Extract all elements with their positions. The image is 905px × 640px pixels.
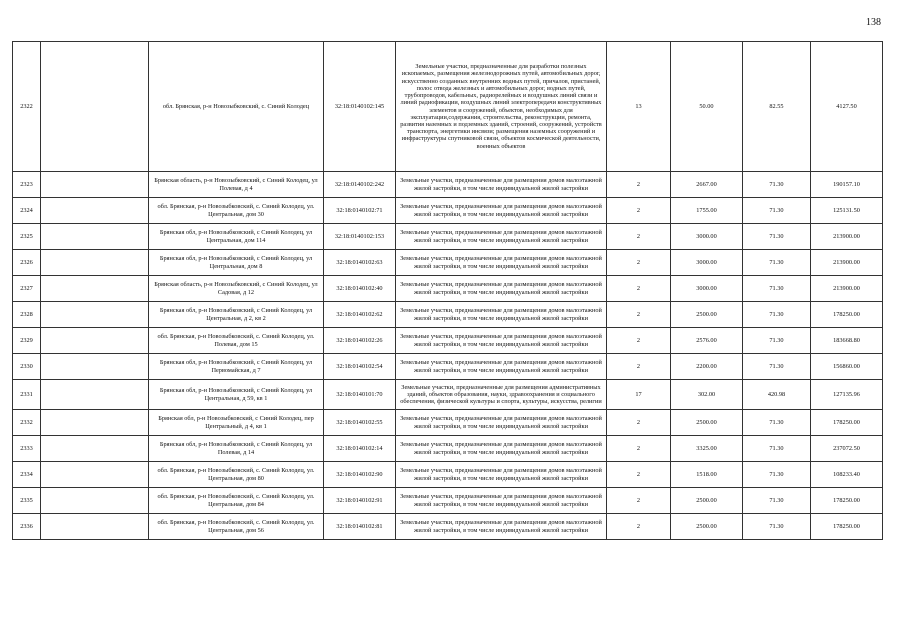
rate-cell: 71.30 (743, 488, 811, 514)
cadastral-number-cell: 32:18:0140101:70 (324, 380, 396, 410)
address-cell: обл. Брянская, р-н Новозыбковский, с. Синий Колодец, ул. Полевая, дом 15 (149, 328, 324, 354)
rate-cell: 420.98 (743, 380, 811, 410)
group-cell: 2 (607, 302, 671, 328)
row-number-cell: 2330 (13, 354, 41, 380)
cadastral-number-cell: 32:18:0140102:55 (324, 410, 396, 436)
land-use-purpose-cell: Земельные участки, предназначенные для разработки полезных ископаемых, размещения железнодорожных путей, автомобильных дорог, искусственно созданных внутренних водных путей, причалов, пристаней, полос отвода железных и автомобильных дорог, водных путей, трубопроводов, кабельных, радиорелейных и воздушных линий связи и линий радиофикации, воздушных линий электропередачи конструктивных элементов и сооружений, объектов, необходимых для эксплуатации,содержания, строительства, реконструкции, ремонта, развития наземных и подземных зданий, строений, сооружений, устройств транспорта, энергетики инсвязи; размещения наземных сооружений и инфраструктуры спутниковой связи, объектов космической деятельности, военных объектов (396, 42, 607, 172)
address-cell: Брянская область, р-н Новозыбковский, с Синий Колодец, ул Садовая, д 12 (149, 276, 324, 302)
row-number-cell: 2332 (13, 410, 41, 436)
row-number-cell: 2325 (13, 224, 41, 250)
table-row (13, 462, 883, 488)
cadastral-number-cell: 32:18:0140102:40 (324, 276, 396, 302)
land-use-purpose-cell: Земельные участки, предназначенные для размещения домов малоэтажной жилой застройки, в том числе индивидуальной жилой застройки (396, 328, 607, 354)
cadastral-number-cell: 32:18:0140102:14 (324, 436, 396, 462)
row-number-cell: 2327 (13, 276, 41, 302)
cadastral-value-cell: 127135.96 (811, 380, 883, 410)
row-number-cell: 2323 (13, 172, 41, 198)
cadastral-value-cell: 178250.00 (811, 302, 883, 328)
cadastral-number-cell: 32:18:0140102:26 (324, 328, 396, 354)
land-use-purpose-cell: Земельные участки, предназначенные для размещения домов малоэтажной жилой застройки, в том числе индивидуальной жилой застройки (396, 224, 607, 250)
cadastral-value-cell: 4127.50 (811, 42, 883, 172)
land-use-purpose-cell: Земельные участки, предназначенные для размещения домов малоэтажной жилой застройки, в том числе индивидуальной жилой застройки (396, 462, 607, 488)
cadastral-value-cell: 108233.40 (811, 462, 883, 488)
cadastral-value-cell: 156860.00 (811, 354, 883, 380)
rate-cell: 71.30 (743, 250, 811, 276)
address-cell: обл. Брянская, р-н Новозыбковский, с. Синий Колодец, ул. Центральная, дом 30 (149, 198, 324, 224)
cadastral-number-cell: 32:18:0140102:145 (324, 42, 396, 172)
rate-cell: 71.30 (743, 328, 811, 354)
spacer-cell (41, 354, 149, 380)
group-cell: 2 (607, 436, 671, 462)
group-cell: 17 (607, 380, 671, 410)
land-use-purpose-cell: Земельные участки, предназначенные для размещения домов малоэтажной жилой застройки, в том числе индивидуальной жилой застройки (396, 514, 607, 540)
area-cell: 1518.00 (671, 462, 743, 488)
spacer-cell (41, 328, 149, 354)
area-cell: 302.00 (671, 380, 743, 410)
area-cell: 3325.00 (671, 436, 743, 462)
table-row (13, 488, 883, 514)
cadastral-number-cell: 32:18:0140102:62 (324, 302, 396, 328)
row-number-cell: 2326 (13, 250, 41, 276)
table-row (13, 224, 883, 250)
spacer-cell (41, 224, 149, 250)
area-cell: 2200.00 (671, 354, 743, 380)
cadastral-value-cell: 178250.00 (811, 514, 883, 540)
cadastral-value-cell: 213900.00 (811, 250, 883, 276)
row-number-cell: 2335 (13, 488, 41, 514)
table-row (13, 436, 883, 462)
group-cell: 2 (607, 462, 671, 488)
land-use-purpose-cell: Земельные участки, предназначенные для размещения домов малоэтажной жилой застройки, в том числе индивидуальной жилой застройки (396, 172, 607, 198)
cadastral-value-cell: 178250.00 (811, 488, 883, 514)
area-cell: 2500.00 (671, 488, 743, 514)
cadastral-value-cell: 125131.50 (811, 198, 883, 224)
table-row (13, 302, 883, 328)
land-use-purpose-cell: Земельные участки, предназначенные для размещения домов малоэтажной жилой застройки, в том числе индивидуальной жилой застройки (396, 198, 607, 224)
cadastral-number-cell: 32:18:0140102:153 (324, 224, 396, 250)
address-cell: Брянская обл, р-н Новозыбковский, с Синий Колодец, пер Центральный, д 4, кв 1 (149, 410, 324, 436)
area-cell: 3000.00 (671, 224, 743, 250)
row-number-cell: 2333 (13, 436, 41, 462)
area-cell: 50.00 (671, 42, 743, 172)
land-plots-table (12, 41, 883, 540)
spacer-cell (41, 462, 149, 488)
rate-cell: 71.30 (743, 462, 811, 488)
table-row (13, 250, 883, 276)
address-cell: Брянская обл, р-н Новозыбковский, с Синий Колодец, ул Центральная, д 59, кв 1 (149, 380, 324, 410)
cadastral-number-cell: 32:18:0140102:71 (324, 198, 396, 224)
row-number-cell: 2328 (13, 302, 41, 328)
rate-cell: 71.30 (743, 436, 811, 462)
table-row (13, 410, 883, 436)
address-cell: Брянская обл, р-н Новозыбковский, с Синий Колодец, ул Центральная, д 2, кв 2 (149, 302, 324, 328)
area-cell: 3000.00 (671, 276, 743, 302)
land-use-purpose-cell: Земельные участки, предназначенные для размещения домов малоэтажной жилой застройки, в том числе индивидуальной жилой застройки (396, 436, 607, 462)
table-row (13, 328, 883, 354)
group-cell: 13 (607, 42, 671, 172)
area-cell: 2500.00 (671, 514, 743, 540)
cadastral-value-cell: 213900.00 (811, 276, 883, 302)
cadastral-number-cell: 32:18:0140102:81 (324, 514, 396, 540)
rate-cell: 71.30 (743, 354, 811, 380)
table-body (13, 42, 883, 540)
address-cell: Брянская обл, р-н Новозыбковский, с Синий Колодец, ул Первомайская, д 7 (149, 354, 324, 380)
rate-cell: 71.30 (743, 276, 811, 302)
rate-cell: 71.30 (743, 302, 811, 328)
spacer-cell (41, 436, 149, 462)
cadastral-number-cell: 32:18:0140102:90 (324, 462, 396, 488)
address-cell: Брянская обл, р-н Новозыбковский, с Синий Колодец, ул Центральная, дом 8 (149, 250, 324, 276)
area-cell: 2576.00 (671, 328, 743, 354)
group-cell: 2 (607, 198, 671, 224)
address-cell: Брянская обл, р-н Новозыбковский, с Синий Колодец, ул Центральная, дом 114 (149, 224, 324, 250)
area-cell: 2500.00 (671, 410, 743, 436)
area-cell: 2500.00 (671, 302, 743, 328)
cadastral-number-cell: 32:18:0140102:54 (324, 354, 396, 380)
row-number-cell: 2322 (13, 42, 41, 172)
group-cell: 2 (607, 224, 671, 250)
group-cell: 2 (607, 250, 671, 276)
spacer-cell (41, 198, 149, 224)
land-use-purpose-cell: Земельные участки, предназначенные для размещения домов малоэтажной жилой застройки, в том числе индивидуальной жилой застройки (396, 302, 607, 328)
land-use-purpose-cell: Земельные участки, предназначенные для размещения домов малоэтажной жилой застройки, в том числе индивидуальной жилой застройки (396, 276, 607, 302)
group-cell: 2 (607, 410, 671, 436)
land-use-purpose-cell: Земельные участки, предназначенные для размещения домов малоэтажной жилой застройки, в том числе индивидуальной жилой застройки (396, 410, 607, 436)
spacer-cell (41, 410, 149, 436)
land-use-purpose-cell: Земельные участки, предназначенные для размещения административных зданий, объектов образования, науки, здравоохранения и социального обеспечения, физической культуры и спорта, культуры, искусства, религии (396, 380, 607, 410)
address-cell: Брянская обл, р-н Новозыбковский, с Синий Колодец, ул Полевая, д 14 (149, 436, 324, 462)
page-number: 138 (866, 17, 881, 28)
area-cell: 2667.00 (671, 172, 743, 198)
table-row (13, 380, 883, 410)
land-use-purpose-cell: Земельные участки, предназначенные для размещения домов малоэтажной жилой застройки, в том числе индивидуальной жилой застройки (396, 354, 607, 380)
row-number-cell: 2329 (13, 328, 41, 354)
spacer-cell (41, 514, 149, 540)
address-cell: обл. Брянская, р-н Новозыбковский, с. Синий Колодец, ул. Центральная, дом 84 (149, 488, 324, 514)
spacer-cell (41, 250, 149, 276)
cadastral-value-cell: 178250.00 (811, 410, 883, 436)
address-cell: обл. Брянская, р-н Новозыбковский, с. Синий Колодец (149, 42, 324, 172)
rate-cell: 71.30 (743, 514, 811, 540)
cadastral-value-cell: 183668.80 (811, 328, 883, 354)
cadastral-number-cell: 32:18:0140102:242 (324, 172, 396, 198)
area-cell: 1755.00 (671, 198, 743, 224)
spacer-cell (41, 302, 149, 328)
row-number-cell: 2336 (13, 514, 41, 540)
row-number-cell: 2331 (13, 380, 41, 410)
table-row (13, 354, 883, 380)
address-cell: обл. Брянская, р-н Новозыбковский, с. Синий Колодец, ул. Центральная, дом 80 (149, 462, 324, 488)
group-cell: 2 (607, 328, 671, 354)
table-row (13, 514, 883, 540)
rate-cell: 71.30 (743, 224, 811, 250)
cadastral-value-cell: 237072.50 (811, 436, 883, 462)
address-cell: обл. Брянская, р-н Новозыбковский, с. Синий Колодец, ул. Центральная, дом 56 (149, 514, 324, 540)
group-cell: 2 (607, 488, 671, 514)
address-cell: Брянская область, р-н Новозыбковский, с Синий Колодец, ул Полевая, д 4 (149, 172, 324, 198)
spacer-cell (41, 488, 149, 514)
group-cell: 2 (607, 354, 671, 380)
table-row (13, 198, 883, 224)
cadastral-number-cell: 32:18:0140102:63 (324, 250, 396, 276)
land-use-purpose-cell: Земельные участки, предназначенные для размещения домов малоэтажной жилой застройки, в том числе индивидуальной жилой застройки (396, 488, 607, 514)
group-cell: 2 (607, 172, 671, 198)
row-number-cell: 2324 (13, 198, 41, 224)
rate-cell: 71.30 (743, 198, 811, 224)
rate-cell: 71.30 (743, 410, 811, 436)
table-row (13, 172, 883, 198)
cadastral-value-cell: 190157.10 (811, 172, 883, 198)
area-cell: 3000.00 (671, 250, 743, 276)
row-number-cell: 2334 (13, 462, 41, 488)
table-row (13, 276, 883, 302)
spacer-cell (41, 380, 149, 410)
table-row (13, 42, 883, 172)
rate-cell: 82.55 (743, 42, 811, 172)
land-use-purpose-cell: Земельные участки, предназначенные для размещения домов малоэтажной жилой застройки, в том числе индивидуальной жилой застройки (396, 250, 607, 276)
spacer-cell (41, 172, 149, 198)
group-cell: 2 (607, 514, 671, 540)
cadastral-value-cell: 213900.00 (811, 224, 883, 250)
group-cell: 2 (607, 276, 671, 302)
cadastral-number-cell: 32:18:0140102:91 (324, 488, 396, 514)
spacer-cell (41, 276, 149, 302)
spacer-cell (41, 42, 149, 172)
rate-cell: 71.30 (743, 172, 811, 198)
